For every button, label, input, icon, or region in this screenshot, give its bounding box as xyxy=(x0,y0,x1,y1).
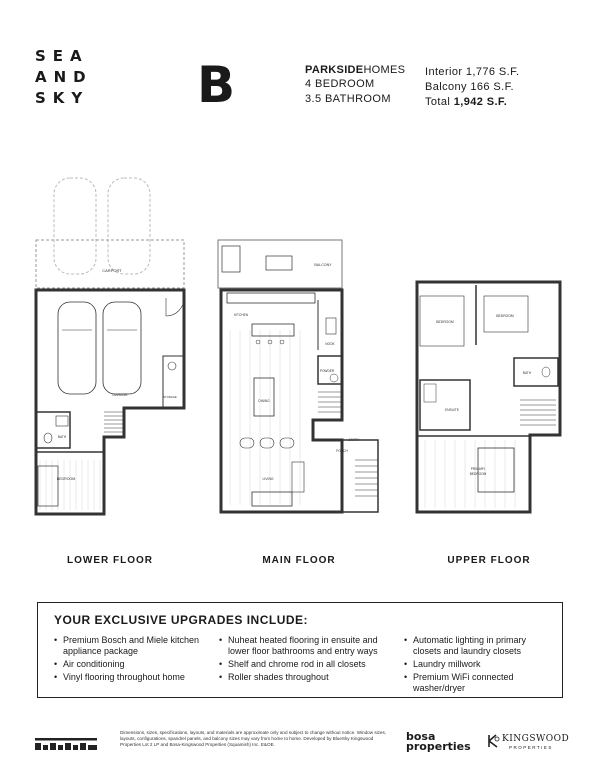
label-upper-bedroom-b: BEDROOM xyxy=(496,314,514,318)
label-storage: STORAGE xyxy=(163,395,177,399)
upgrades-column-1 xyxy=(54,635,204,685)
label-lower-bath: BATH xyxy=(57,435,67,439)
kingswood-emblem-icon xyxy=(487,733,500,749)
upgrades-title: YOUR EXCLUSIVE UPGRADES INCLUDE: xyxy=(54,613,309,627)
lower-floor-label: LOWER FLOOR xyxy=(67,555,153,566)
bosa-logo-line1: bosa xyxy=(406,730,436,743)
label-living: LIVING xyxy=(262,477,274,481)
upgrade-item: • Premium WiFi connected washer/dryer xyxy=(404,672,556,694)
brand-bold: PARKSIDE xyxy=(305,64,364,76)
label-upper-bath: BATH xyxy=(522,371,532,375)
logo-line-sky: SKY xyxy=(35,89,90,107)
upgrades-column-3 xyxy=(404,635,556,696)
label-entry: ENTRY xyxy=(348,438,360,442)
label-primary-2: BEDROOM xyxy=(469,472,487,476)
upgrade-item: • Air conditioning xyxy=(54,659,204,670)
bosa-logo-line2: properties xyxy=(406,740,471,753)
upgrade-item: • Laundry millwork xyxy=(404,659,556,670)
interior-area: Interior 1,776 S.F. xyxy=(425,66,520,78)
upgrade-item: • Shelf and chrome rod in all closets xyxy=(219,659,381,670)
total-label: Total xyxy=(425,96,451,108)
upgrades-column-2 xyxy=(219,635,381,685)
label-dining: DINING xyxy=(258,399,270,403)
main-floor-label: MAIN FLOOR xyxy=(262,555,336,566)
kingswood-name: KINGSWOOD xyxy=(502,734,570,744)
label-lower-bedroom: BEDROOM xyxy=(56,477,76,481)
upgrade-item: • Premium Bosch and Miele kitchen appliance package xyxy=(54,635,204,657)
upgrade-item: • Vinyl flooring throughout home xyxy=(54,672,204,683)
kingswood-sub: PROPERTIES xyxy=(509,745,553,750)
upgrade-item: • Roller shades throughout xyxy=(219,672,381,683)
brand-thin: HOMES xyxy=(363,64,406,76)
squamish-logo-icon xyxy=(35,738,97,752)
label-ensuite: ENSUITE xyxy=(445,408,459,412)
upgrades-box xyxy=(37,602,563,698)
label-nook: NOOK xyxy=(325,342,335,346)
label-balcony: BALCONY xyxy=(314,263,332,267)
upper-floor-plan xyxy=(417,282,560,512)
lower-floor-plan xyxy=(36,178,184,514)
bedroom-count: 4 BEDROOM xyxy=(305,78,375,90)
upper-floor-label: UPPER FLOOR xyxy=(447,555,531,566)
upgrade-item: • Automatic lighting in primary closets and laundry closets xyxy=(404,635,556,657)
plan-letter: B xyxy=(197,56,236,114)
label-kitchen: KITCHEN xyxy=(234,313,248,317)
label-upper-bedroom-a: BEDROOM xyxy=(436,320,454,324)
label-carport: CARPORT xyxy=(102,268,122,273)
balcony-area: Balcony 166 S.F. xyxy=(425,81,514,93)
logo-line-and: AND xyxy=(35,68,93,86)
label-powder: POWDER xyxy=(319,369,335,373)
upgrade-item: • Nuheat heated flooring in ensuite and lower floor bathrooms and entry ways xyxy=(219,635,381,657)
main-floor-plan xyxy=(218,240,378,512)
label-garage: GARAGE xyxy=(112,393,128,397)
legal-disclaimer: Dimensions, sizes, specifications, layouts, and materials are approximate only and subject to change without notice. Window sizes, layouts, configurations, spandrel panels, and balcony sizes may vary from home to home. Developed by BlueSky Kingswood Properties Lot 2 LP and Bosa-Kingswood Properties (Squamish) Inc. E&OE. xyxy=(120,730,387,747)
label-primary-1: PRIMARY xyxy=(470,467,486,471)
bosa-properties-logo xyxy=(406,732,471,752)
label-porch: PORCH xyxy=(336,449,348,453)
total-value: 1,942 S.F. xyxy=(453,96,508,108)
bathroom-count: 3.5 BATHROOM xyxy=(305,93,391,105)
logo-line-sea: SEA xyxy=(35,47,89,65)
